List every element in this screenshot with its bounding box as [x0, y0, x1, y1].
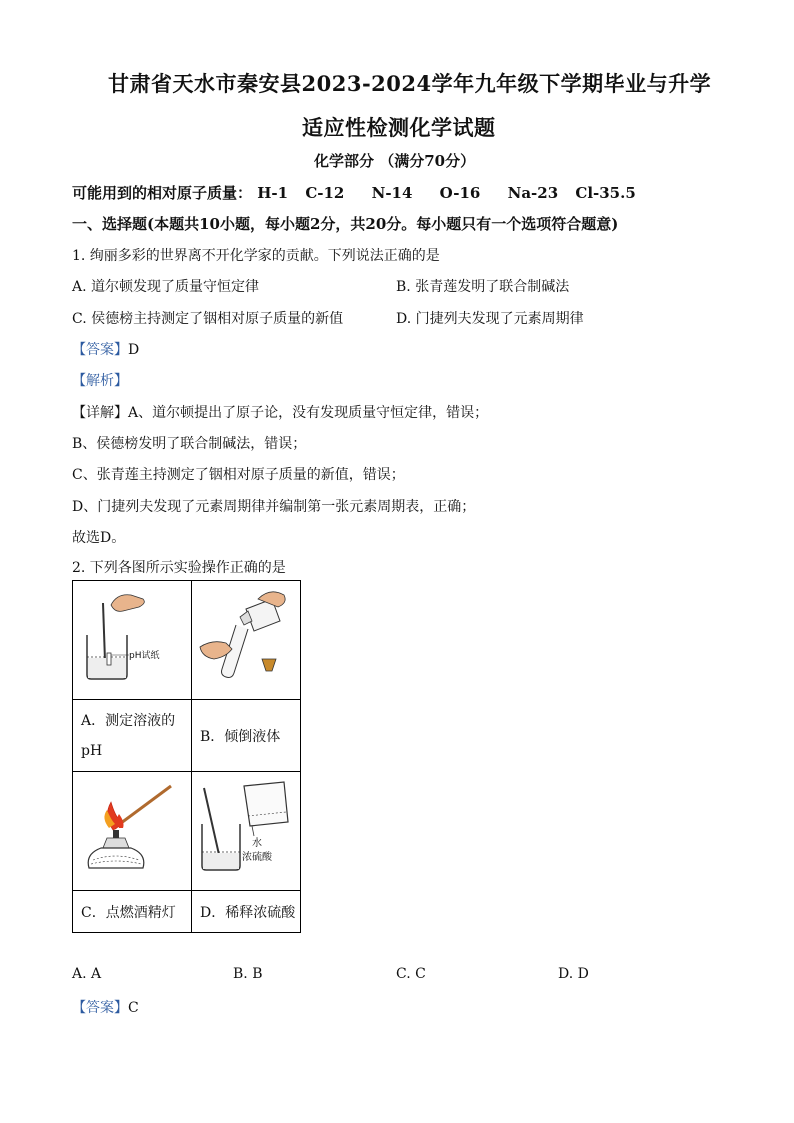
q1-option-a: A. 道尔顿发现了质量守恒定律	[72, 279, 260, 295]
answer-tag: 【答案】	[72, 1000, 128, 1016]
subtitle: 化学部分 （满分70分）	[314, 152, 476, 170]
q1-option-b: B. 张青莲发明了联合制碱法	[396, 279, 570, 295]
atomic-mass-n: N-14	[371, 184, 413, 202]
label-a-line2: pH	[81, 742, 103, 759]
q2-stem: 2. 下列各图所示实验操作正确的是	[72, 560, 286, 576]
figure-d-cell	[192, 772, 301, 891]
conc-acid-label: 浓硫酸	[242, 852, 272, 863]
water-label: 水	[252, 838, 262, 849]
q1-option-d: D. 门捷列夫发现了元素周期律	[396, 311, 584, 327]
label-d: D．稀释浓硫酸	[192, 891, 301, 933]
answer-value: C	[128, 1000, 139, 1016]
atomic-mass-line	[72, 182, 636, 203]
figure-a-cell	[73, 581, 192, 700]
section-heading: 一、选择题(本题共10小题，每小题2分，共20分。每小题只有一个选项符合题意)	[72, 215, 619, 233]
alcohol-lamp-illustration	[73, 772, 191, 886]
answer-tag: 【答案】	[72, 342, 128, 358]
atomic-mass-o: O-16	[439, 184, 481, 202]
q2-option-c: C. C	[396, 966, 426, 982]
q1-option-c: C. 侯德榜主持测定了铟相对原子质量的新值	[72, 311, 344, 327]
q1-analysis-tag: 【解析】	[72, 373, 128, 389]
pour-liquid-illustration	[192, 581, 300, 695]
q1-stem: 1. 绚丽多彩的世界离不开化学家的贡献。下列说法正确的是	[72, 248, 440, 264]
figure-b-cell	[192, 581, 301, 700]
atomic-mass-cl: Cl-35.5	[575, 184, 636, 202]
detail-tag: 【详解】	[72, 405, 128, 421]
figure-c-cell	[73, 772, 192, 891]
q2-option-a: A. A	[72, 966, 102, 982]
q1-detail-line3: C、张青莲主持测定了铟相对原子质量的新值，错误；	[72, 467, 405, 483]
q1-answer	[72, 339, 139, 359]
answer-value: D	[128, 342, 140, 358]
ph-paper-label: pH试纸	[129, 651, 160, 661]
atomic-mass-label: 可能用到的相对原子质量：	[72, 184, 253, 202]
q1-detail-line4: D、门捷列夫发现了元素周期律并编制第一张元素周期表，正确；	[72, 499, 476, 515]
q1-detail-line1	[72, 402, 488, 422]
q2-option-b: B. B	[233, 966, 263, 982]
experiment-table	[72, 580, 301, 933]
detail-text: A、道尔顿提出了原子论，没有发现质量守恒定律，错误；	[128, 405, 489, 421]
page-title: 甘肃省天水市秦安县2023-2024学年九年级下学期毕业与升学	[108, 71, 712, 96]
ph-test-illustration	[73, 581, 191, 695]
label-a	[73, 700, 192, 772]
page-title-line2: 适应性检测化学试题	[302, 115, 496, 140]
q1-detail-line5: 故选D。	[72, 530, 126, 546]
q2-option-d: D. D	[558, 966, 589, 982]
dilute-acid-illustration	[192, 772, 300, 886]
label-b: B．倾倒液体	[192, 700, 301, 772]
q1-detail-line2: B、侯德榜发明了联合制碱法，错误；	[72, 436, 307, 452]
label-a-line1: A．测定溶液的	[81, 712, 176, 729]
atomic-mass-c: C-12	[305, 184, 345, 202]
label-c: C．点燃酒精灯	[73, 891, 192, 933]
atomic-mass-na: Na-23	[507, 184, 559, 202]
q2-answer	[72, 997, 139, 1017]
atomic-mass-h: H-1	[257, 184, 289, 202]
